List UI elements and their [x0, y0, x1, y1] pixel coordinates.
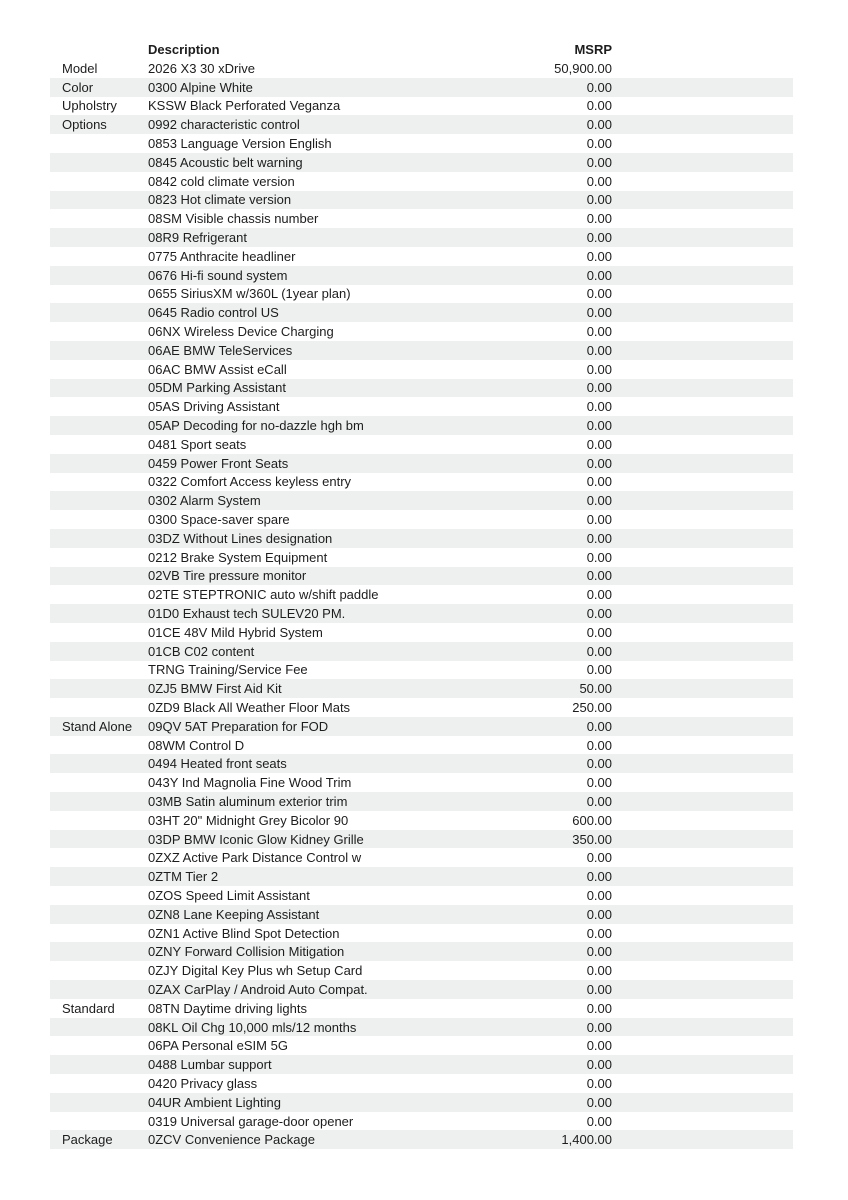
row-msrp: 0.00 — [586, 587, 612, 603]
row-description: 0ZTM Tier 2 — [148, 869, 219, 885]
row-msrp: 0.00 — [586, 192, 612, 208]
row-description: 0ZN8 Lane Keeping Assistant — [148, 906, 320, 922]
table-row — [50, 266, 793, 285]
row-msrp: 0.00 — [586, 944, 612, 960]
row-msrp: 0.00 — [586, 98, 612, 114]
row-description: 03DZ Without Lines designation — [148, 530, 333, 546]
table-row — [50, 830, 793, 849]
row-msrp: 0.00 — [586, 211, 612, 227]
row-msrp: 50,900.00 — [554, 60, 612, 76]
table-row — [50, 811, 793, 830]
row-description: 0488 Lumbar support — [148, 1057, 272, 1073]
table-row — [50, 548, 793, 567]
row-description: 0645 Radio control US — [148, 305, 279, 321]
row-description: KSSW Black Perforated Veganza — [148, 98, 341, 114]
row-description: 0992 characteristic control — [148, 117, 300, 133]
row-description: 0ZD9 Black All Weather Floor Mats — [148, 699, 351, 715]
row-msrp: 0.00 — [586, 436, 612, 452]
row-msrp: 0.00 — [586, 154, 612, 170]
table-row — [50, 942, 793, 961]
row-msrp: 0.00 — [586, 869, 612, 885]
row-msrp: 0.00 — [586, 305, 612, 321]
table-row — [50, 303, 793, 322]
table-row — [50, 1036, 793, 1055]
table-row — [50, 642, 793, 661]
row-description: 01CE 48V Mild Hybrid System — [148, 624, 323, 640]
table-row — [50, 379, 793, 398]
row-msrp: 0.00 — [586, 173, 612, 189]
row-msrp: 0.00 — [586, 775, 612, 791]
table-row — [50, 773, 793, 792]
row-msrp: 0.00 — [586, 906, 612, 922]
row-description: 0ZNY Forward Collision Mitigation — [148, 944, 345, 960]
row-description: 0676 Hi-fi sound system — [148, 267, 288, 283]
table-row — [50, 228, 793, 247]
row-msrp: 0.00 — [586, 606, 612, 621]
row-msrp: 350.00 — [572, 831, 612, 847]
row-msrp: 0.00 — [586, 230, 612, 246]
row-description: 0823 Hot climate version — [148, 192, 292, 208]
row-msrp: 0.00 — [586, 286, 612, 302]
row-description: 06PA Personal eSIM 5G — [148, 1038, 288, 1054]
table-row — [50, 585, 793, 604]
row-description: 08WM Control D — [148, 737, 245, 753]
row-description: 0ZJ5 BMW First Aid Kit — [148, 681, 282, 697]
row-description: 0845 Acoustic belt warning — [148, 154, 303, 170]
row-msrp: 0.00 — [586, 793, 612, 809]
row-msrp: 0.00 — [586, 662, 612, 678]
table-row — [50, 1112, 793, 1131]
table-row — [50, 1130, 793, 1149]
row-description: 08TN Daytime driving lights — [148, 1000, 307, 1016]
row-description: 03MB Satin aluminum exterior trim — [148, 793, 348, 809]
table-row — [50, 1093, 793, 1112]
row-msrp: 0.00 — [586, 455, 612, 471]
table-row — [50, 435, 793, 454]
row-description: 04UR Ambient Lighting — [148, 1094, 281, 1110]
table-row — [50, 59, 793, 78]
table-row — [50, 491, 793, 510]
row-description: 08KL Oil Chg 10,000 mls/12 months — [148, 1019, 357, 1035]
row-description: 08SM Visible chassis number — [148, 211, 319, 227]
table-row — [50, 661, 793, 680]
row-description: 03DP BMW Iconic Glow Kidney Grille — [148, 831, 364, 847]
row-description: 03HT 20" Midnight Grey Bicolor 90 — [148, 812, 349, 828]
row-description: 0ZOS Speed Limit Assistant — [148, 887, 310, 903]
table-row — [50, 172, 793, 191]
table-row — [50, 736, 793, 755]
row-msrp: 0.00 — [586, 79, 612, 95]
row-description: 02TE STEPTRONIC auto w/shift paddle — [148, 587, 379, 603]
row-msrp: 0.00 — [586, 643, 612, 659]
row-msrp: 0.00 — [586, 887, 612, 903]
table-row — [50, 454, 793, 473]
row-description: 01D0 Exhaust tech SULEV20 PM. — [148, 606, 346, 621]
row-msrp: 0.00 — [586, 399, 612, 415]
row-msrp: 0.00 — [586, 361, 612, 377]
row-msrp: 0.00 — [586, 624, 612, 640]
row-msrp: 0.00 — [586, 925, 612, 941]
table-row — [50, 717, 793, 736]
msrp-header: MSRP — [574, 42, 612, 57]
row-category: Color — [62, 79, 94, 95]
table-row — [50, 848, 793, 867]
row-msrp: 0.00 — [586, 568, 612, 584]
row-msrp: 0.00 — [586, 380, 612, 396]
row-description: 0459 Power Front Seats — [148, 455, 289, 471]
row-description: 043Y Ind Magnolia Fine Wood Trim — [148, 775, 352, 791]
row-description: 0212 Brake System Equipment — [148, 549, 328, 565]
row-msrp: 1,400.00 — [561, 1132, 612, 1148]
row-msrp: 0.00 — [586, 117, 612, 133]
row-description: 05DM Parking Assistant — [148, 380, 287, 396]
table-row — [50, 1018, 793, 1037]
row-msrp: 0.00 — [586, 248, 612, 264]
row-description: 0300 Space-saver spare — [148, 512, 290, 528]
row-msrp: 0.00 — [586, 718, 612, 734]
table-row — [50, 529, 793, 548]
table-row — [50, 397, 793, 416]
table-row — [50, 322, 793, 341]
row-description: 0319 Universal garage-door opener — [148, 1113, 354, 1129]
row-description: 08R9 Refrigerant — [148, 230, 247, 246]
row-msrp: 0.00 — [586, 512, 612, 528]
table-row — [50, 510, 793, 529]
row-msrp: 0.00 — [586, 1038, 612, 1054]
row-description: 0494 Heated front seats — [148, 756, 287, 772]
row-description: 06AE BMW TeleServices — [148, 342, 293, 358]
row-msrp: 0.00 — [586, 963, 612, 979]
row-category: Model — [62, 60, 98, 76]
row-category: Upholstry — [62, 98, 117, 114]
row-msrp: 0.00 — [586, 1113, 612, 1129]
row-description: 0842 cold climate version — [148, 173, 295, 189]
row-msrp: 0.00 — [586, 342, 612, 358]
table-row — [50, 792, 793, 811]
row-category: Package — [62, 1132, 113, 1148]
table-row — [50, 567, 793, 586]
row-msrp: 0.00 — [586, 474, 612, 490]
row-msrp: 0.00 — [586, 1019, 612, 1035]
row-msrp: 0.00 — [586, 1000, 612, 1016]
row-msrp: 0.00 — [586, 850, 612, 866]
table-row — [50, 604, 793, 623]
row-category: Standard — [62, 1000, 115, 1016]
row-msrp: 0.00 — [586, 1057, 612, 1073]
row-msrp: 250.00 — [572, 699, 612, 715]
row-msrp: 0.00 — [586, 530, 612, 546]
row-description: 02VB Tire pressure monitor — [148, 568, 307, 584]
row-description: 0302 Alarm System — [148, 493, 261, 509]
row-description: 0420 Privacy glass — [148, 1075, 258, 1091]
table-row — [50, 867, 793, 886]
row-msrp: 0.00 — [586, 324, 612, 340]
table-row — [50, 980, 793, 999]
row-msrp: 600.00 — [572, 812, 612, 828]
table-header-row — [50, 40, 793, 59]
row-description: 0322 Comfort Access keyless entry — [148, 474, 352, 490]
row-msrp: 0.00 — [586, 549, 612, 565]
table-row — [50, 924, 793, 943]
table-row — [50, 473, 793, 492]
row-description: 09QV 5AT Preparation for FOD — [148, 718, 329, 734]
table-row — [50, 1074, 793, 1093]
row-description: 05AS Driving Assistant — [148, 399, 280, 415]
row-description: 0ZXZ Active Park Distance Control w — [148, 850, 362, 866]
table-row — [50, 886, 793, 905]
table-row — [50, 285, 793, 304]
row-msrp: 0.00 — [586, 1075, 612, 1091]
row-msrp: 0.00 — [586, 737, 612, 753]
table-row — [50, 115, 793, 134]
row-description: 05AP Decoding for no-dazzle hgh bm — [148, 418, 364, 434]
row-msrp: 0.00 — [586, 981, 612, 997]
table-row — [50, 209, 793, 228]
row-description: 0ZAX CarPlay / Android Auto Compat. — [148, 981, 368, 997]
row-category: Options — [62, 117, 107, 133]
row-msrp: 0.00 — [586, 756, 612, 772]
table-row — [50, 416, 793, 435]
table-row — [50, 97, 793, 116]
row-description: 0ZN1 Active Blind Spot Detection — [148, 925, 340, 941]
table-row — [50, 153, 793, 172]
row-description: 0853 Language Version English — [148, 136, 332, 152]
table-row — [50, 999, 793, 1018]
row-description: 06AC BMW Assist eCall — [148, 361, 287, 377]
table-row — [50, 247, 793, 266]
row-description: 0ZJY Digital Key Plus wh Setup Card — [148, 963, 363, 979]
vehicle-pricing-table — [50, 40, 793, 1149]
table-row — [50, 360, 793, 379]
row-msrp: 0.00 — [586, 136, 612, 152]
table-row — [50, 754, 793, 773]
table-row — [50, 623, 793, 642]
row-description: 01CB C02 content — [148, 643, 255, 659]
table-row — [50, 905, 793, 924]
row-msrp: 50.00 — [579, 681, 612, 697]
table-rows — [50, 59, 793, 1149]
row-description: 0ZCV Convenience Package — [148, 1132, 315, 1148]
table-row — [50, 78, 793, 97]
row-description: 0481 Sport seats — [148, 436, 247, 452]
row-description: 0300 Alpine White — [148, 79, 253, 95]
table-row — [50, 961, 793, 980]
row-msrp: 0.00 — [586, 493, 612, 509]
row-description: TRNG Training/Service Fee — [148, 662, 308, 678]
table-row — [50, 679, 793, 698]
row-description: 2026 X3 30 xDrive — [148, 60, 255, 76]
row-msrp: 0.00 — [586, 1094, 612, 1110]
row-description: 06NX Wireless Device Charging — [148, 324, 334, 340]
description-header: Description — [148, 42, 220, 57]
row-msrp: 0.00 — [586, 267, 612, 283]
table-row — [50, 134, 793, 153]
row-description: 0775 Anthracite headliner — [148, 248, 296, 264]
row-msrp: 0.00 — [586, 418, 612, 434]
row-description: 0655 SiriusXM w/360L (1year plan) — [148, 286, 351, 302]
row-category: Stand Alone — [62, 718, 133, 734]
table-row — [50, 1055, 793, 1074]
table-row — [50, 341, 793, 360]
table-row — [50, 191, 793, 210]
table-row — [50, 698, 793, 717]
